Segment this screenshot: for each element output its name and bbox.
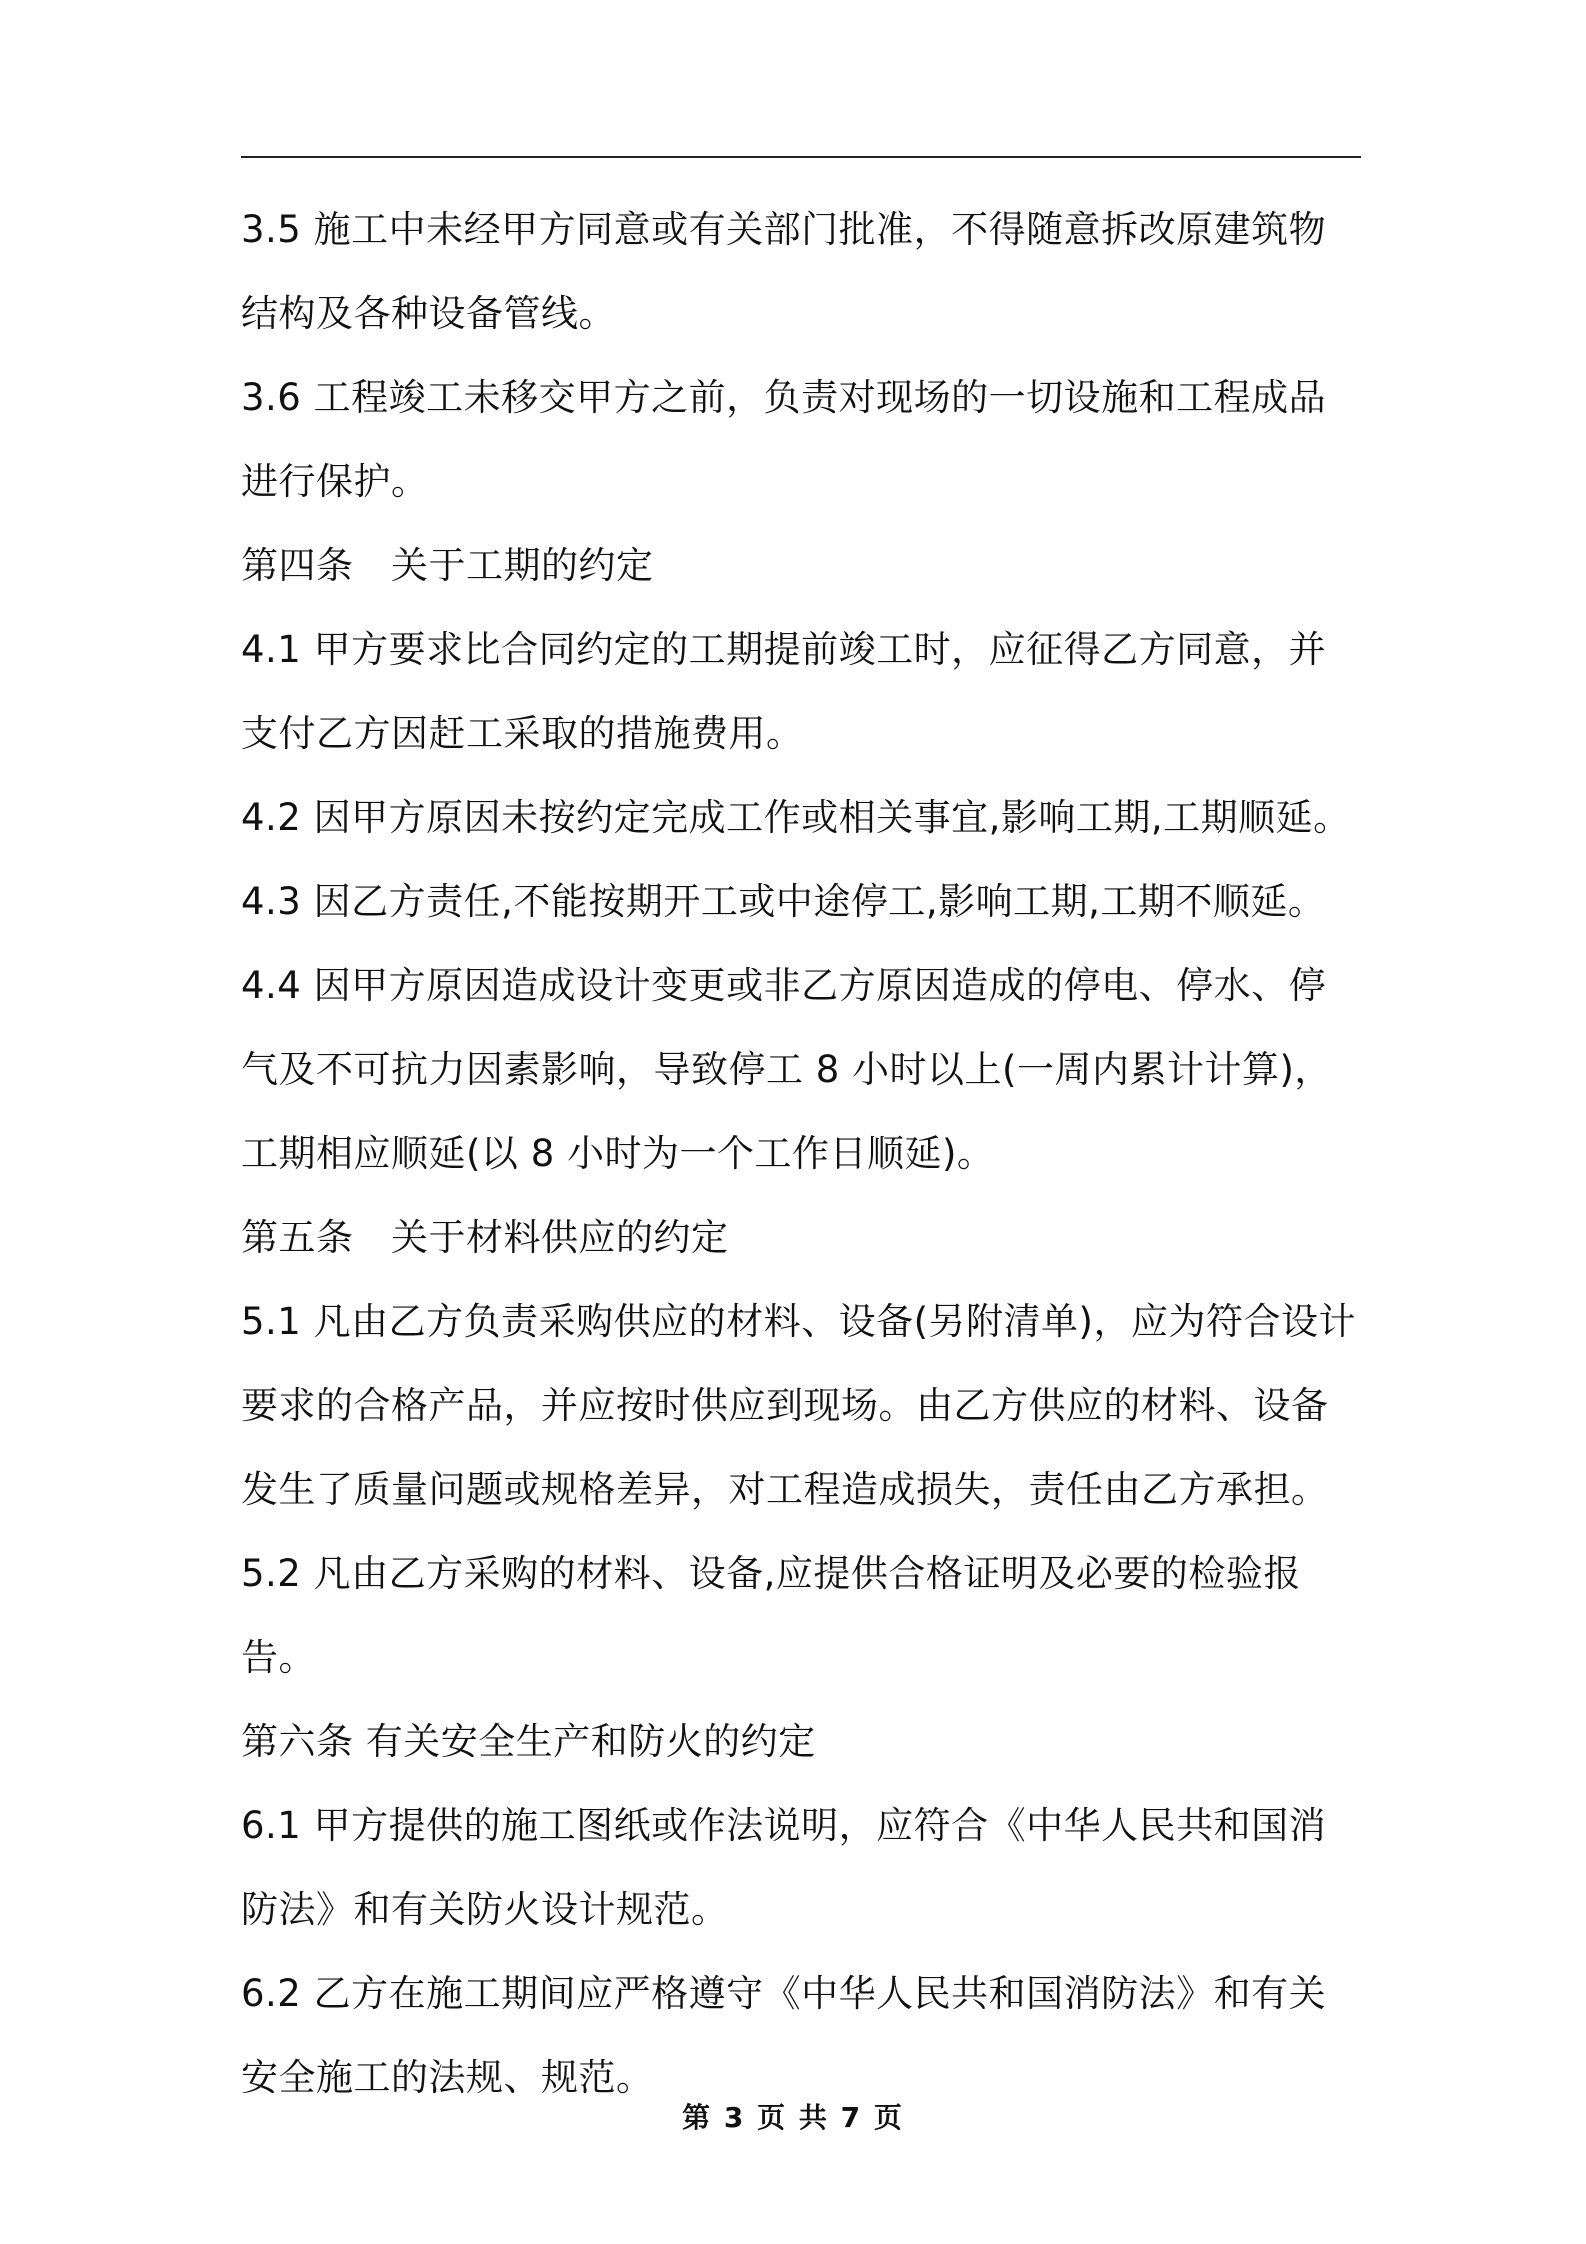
paragraph-4-3: 4.3 因乙方责任,不能按期开工或中途停工,影响工期,工期不顺延。	[241, 880, 1326, 923]
header-rule	[241, 156, 1361, 158]
paragraph-4-4: 4.4 因甲方原因造成设计变更或非乙方原因造成的停电、停水、停气及不可抗力因素影响，导致停工 8 小时以上(一周内累计计算)，工期相应顺延(以 8 小时为一个工作日顺延)。	[241, 964, 1332, 1175]
paragraph-4-2: 4.2 因甲方原因未按约定完成工作或相关事宜,影响工期,工期顺延。	[241, 796, 1351, 839]
article-4-heading: 第四条 关于工期的约定	[241, 544, 654, 587]
paragraph-5-1: 5.1 凡由乙方负责采购供应的材料、设备(另附清单)，应为符合设计要求的合格产品，并应按时供应到现场。由乙方供应的材料、设备发生了质量问题或规格差异，对工程造成损失，责任由乙方承担。	[241, 1300, 1356, 1511]
paragraph-5-2: 5.2 凡由乙方采购的材料、设备,应提供合格证明及必要的检验报告。	[241, 1552, 1301, 1679]
document-body	[241, 188, 1361, 2120]
paragraph-4-1: 4.1 甲方要求比合同约定的工期提前竣工时，应征得乙方同意，并支付乙方因赶工采取的措施费用。	[241, 628, 1327, 755]
page-number: 第 3 页 共 7 页	[682, 2101, 904, 2134]
article-5-heading: 第五条 关于材料供应的约定	[241, 1216, 729, 1259]
article-6-heading: 第六条 有关安全生产和防火的约定	[241, 1720, 816, 1763]
paragraph-3-5: 3.5 施工中未经甲方同意或有关部门批准，不得随意拆改原建筑物结构及各种设备管线。	[241, 208, 1327, 335]
paragraph-6-2: 6.2 乙方在施工期间应严格遵守《中华人民共和国消防法》和有关安全施工的法规、规范。	[241, 1972, 1327, 2099]
paragraph-3-6: 3.6 工程竣工未移交甲方之前，负责对现场的一切设施和工程成品进行保护。	[241, 376, 1327, 503]
paragraph-6-1: 6.1 甲方提供的施工图纸或作法说明，应符合《中华人民共和国消防法》和有关防火设计规范。	[241, 1804, 1327, 1931]
